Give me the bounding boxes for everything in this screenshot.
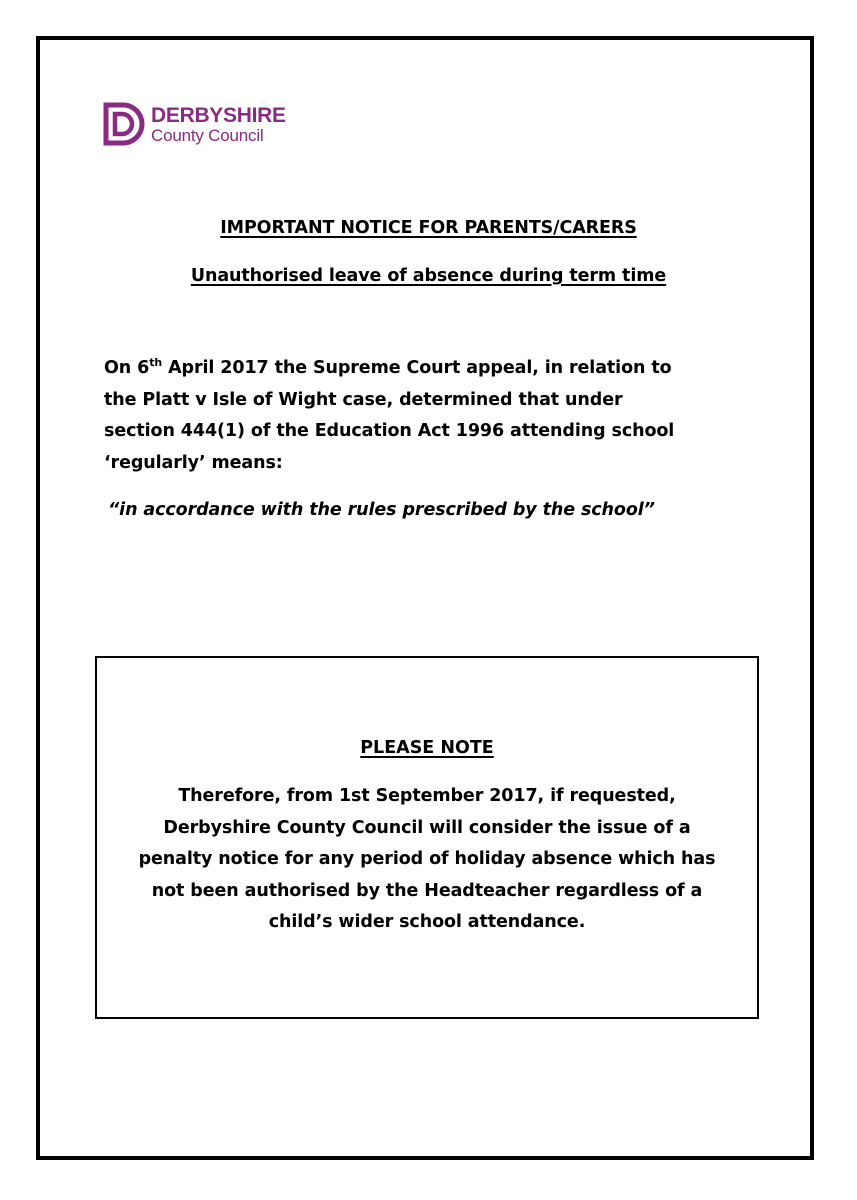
logo-wordmark-derbyshire: DERBYSHIRE <box>151 103 286 127</box>
body-line-4: ‘regularly’ means: <box>104 452 283 473</box>
council-logo <box>103 100 286 148</box>
notice-line-5: child’s wider school attendance. <box>268 912 586 932</box>
notice-subtitle: Unauthorised leave of absence during term time <box>190 266 667 286</box>
body-line-1 <box>104 353 774 385</box>
notice-line-3: penalty notice for any period of holiday absence which has <box>138 849 716 869</box>
body-line-3: section 444(1) of the Education Act 1996 attending school <box>104 421 675 441</box>
notice-line-1: Therefore, from 1st September 2017, if requested, <box>178 786 676 806</box>
ordinal-suffix: th <box>149 356 163 370</box>
notice-line-4: not been authorised by the Headteacher regardless of a <box>151 880 703 901</box>
logo-wordmark-county-council: County Council <box>151 125 264 145</box>
notice-title: IMPORTANT NOTICE FOR PARENTS/CARERS <box>220 218 637 238</box>
body-line-1-start: On 6 <box>104 358 150 378</box>
court-quote: “in accordance with the rules prescribed by the school” <box>108 500 655 520</box>
please-note-body <box>101 781 753 939</box>
notice-line-2: Derbyshire County Council will consider the issue of a <box>163 817 691 838</box>
body-line-1-end: April 2017 the Supreme Court appeal, in relation to <box>162 358 672 378</box>
please-note-box <box>95 656 759 1019</box>
please-note-heading: PLEASE NOTE <box>360 738 494 758</box>
derbyshire-dd-logo-icon <box>103 102 147 146</box>
body-paragraph <box>104 353 774 479</box>
body-line-2: the Platt v Isle of Wight case, determined that under <box>104 389 623 410</box>
